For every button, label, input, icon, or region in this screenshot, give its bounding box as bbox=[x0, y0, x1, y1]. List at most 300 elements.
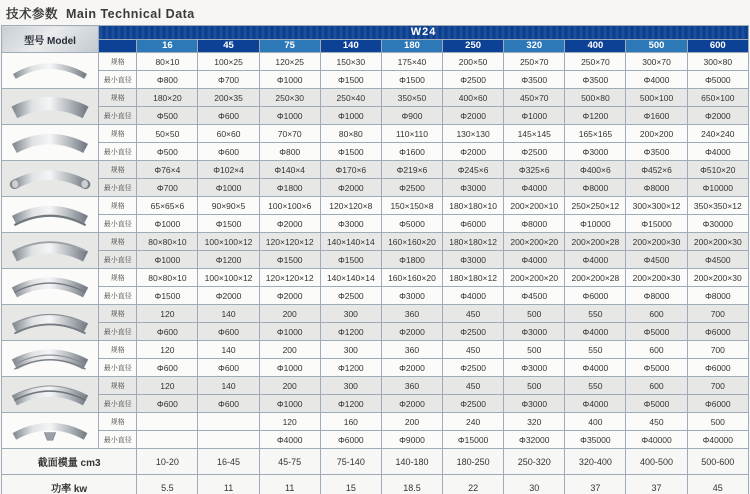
spec-row bbox=[2, 89, 749, 107]
spec-value-cell: 200×200×20 bbox=[504, 269, 565, 287]
flat-bar-flat-icon bbox=[7, 53, 93, 83]
power-value-cell: 37 bbox=[626, 475, 687, 494]
spec-value-cell: Φ245×6 bbox=[443, 161, 504, 179]
min-diameter-value-cell: Φ3500 bbox=[565, 71, 626, 89]
min-diameter-value-cell: Φ800 bbox=[137, 71, 198, 89]
min-diameter-value-cell: Φ8000 bbox=[626, 287, 687, 305]
spec-value-cell: 120 bbox=[137, 377, 198, 395]
spec-label: 规格 bbox=[99, 53, 137, 71]
min-diameter-row bbox=[2, 107, 749, 125]
spec-value-cell: 200 bbox=[381, 413, 442, 431]
spec-value-cell: 100×100×12 bbox=[198, 269, 259, 287]
columns-header-row bbox=[2, 39, 749, 53]
section-modulus-label: 截面模量 cm3 bbox=[2, 449, 137, 475]
min-diameter-value-cell: Φ6000 bbox=[687, 323, 748, 341]
angle-vertex-up-icon bbox=[7, 269, 93, 299]
min-diameter-value-cell: Φ1000 bbox=[259, 107, 320, 125]
min-diameter-value-cell: Φ3000 bbox=[504, 359, 565, 377]
min-diameter-label: 最小直径 bbox=[99, 107, 137, 125]
section-modulus-value-cell: 500-600 bbox=[687, 449, 748, 475]
spec-value-cell: 200×200 bbox=[626, 125, 687, 143]
power-row bbox=[2, 475, 749, 494]
min-diameter-value-cell: Φ4000 bbox=[565, 395, 626, 413]
spec-value-cell: 80×80×10 bbox=[137, 233, 198, 251]
min-diameter-value-cell: Φ4000 bbox=[565, 323, 626, 341]
angle-leg-in-cell bbox=[2, 233, 99, 269]
column-header-500: 500 bbox=[626, 39, 687, 53]
min-diameter-value-cell: Φ3000 bbox=[443, 179, 504, 197]
spec-value-cell: 200×200×30 bbox=[687, 233, 748, 251]
min-diameter-value-cell: Φ4500 bbox=[687, 251, 748, 269]
spec-value-cell bbox=[198, 413, 259, 431]
column-header-16: 16 bbox=[137, 39, 198, 53]
spec-value-cell: 180×180×12 bbox=[443, 233, 504, 251]
min-diameter-value-cell: Φ10000 bbox=[687, 179, 748, 197]
column-header-250: 250 bbox=[443, 39, 504, 53]
min-diameter-value-cell: Φ3500 bbox=[504, 71, 565, 89]
min-diameter-value-cell: Φ3000 bbox=[565, 143, 626, 161]
angle-vertex-up-cell bbox=[2, 269, 99, 305]
i-beam-icon bbox=[7, 377, 93, 407]
min-diameter-value-cell: Φ2500 bbox=[443, 323, 504, 341]
min-diameter-value-cell: Φ1200 bbox=[320, 323, 381, 341]
spec-value-cell: 500 bbox=[504, 341, 565, 359]
min-diameter-value-cell: Φ600 bbox=[198, 143, 259, 161]
spec-row bbox=[2, 377, 749, 395]
min-diameter-value-cell: Φ32000 bbox=[504, 431, 565, 449]
min-diameter-row bbox=[2, 251, 749, 269]
min-diameter-value-cell: Φ35000 bbox=[565, 431, 626, 449]
min-diameter-value-cell: Φ8000 bbox=[687, 287, 748, 305]
min-diameter-label: 最小直径 bbox=[99, 287, 137, 305]
spec-value-cell: 120×25 bbox=[259, 53, 320, 71]
spec-value-cell bbox=[137, 413, 198, 431]
spec-value-cell: 140×140×14 bbox=[320, 233, 381, 251]
spec-label: 规格 bbox=[99, 125, 137, 143]
spec-row bbox=[2, 305, 749, 323]
page-title-en: Main Technical Data bbox=[66, 7, 195, 21]
column-header-400: 400 bbox=[565, 39, 626, 53]
spec-value-cell: 500 bbox=[504, 377, 565, 395]
spec-value-cell: 600 bbox=[626, 305, 687, 323]
min-diameter-value-cell bbox=[137, 431, 198, 449]
spec-value-cell: 600 bbox=[626, 377, 687, 395]
spec-value-cell: 200 bbox=[259, 305, 320, 323]
spec-row bbox=[2, 197, 749, 215]
spec-value-cell: 70×70 bbox=[259, 125, 320, 143]
section-modulus-value-cell: 400-500 bbox=[626, 449, 687, 475]
min-diameter-value-cell: Φ6000 bbox=[320, 431, 381, 449]
spec-value-cell: 200×200×20 bbox=[504, 233, 565, 251]
spec-value-cell: 350×350×12 bbox=[687, 197, 748, 215]
column-header-75: 75 bbox=[259, 39, 320, 53]
channel-flange-out-icon bbox=[7, 305, 93, 335]
min-diameter-label: 最小直径 bbox=[99, 395, 137, 413]
min-diameter-value-cell: Φ4000 bbox=[687, 143, 748, 161]
spec-value-cell: 360 bbox=[381, 341, 442, 359]
min-diameter-value-cell: Φ700 bbox=[198, 71, 259, 89]
min-diameter-value-cell: Φ4000 bbox=[504, 179, 565, 197]
section-modulus-value-cell: 75-140 bbox=[320, 449, 381, 475]
spec-value-cell: Φ76×4 bbox=[137, 161, 198, 179]
column-header-320: 320 bbox=[504, 39, 565, 53]
column-header-140: 140 bbox=[320, 39, 381, 53]
spec-value-cell: 300×70 bbox=[626, 53, 687, 71]
min-diameter-row bbox=[2, 431, 749, 449]
spec-row bbox=[2, 125, 749, 143]
spec-value-cell: 500 bbox=[504, 305, 565, 323]
t-section-cell bbox=[2, 413, 99, 449]
min-diameter-value-cell: Φ4500 bbox=[626, 251, 687, 269]
min-diameter-value-cell: Φ4000 bbox=[626, 71, 687, 89]
min-diameter-value-cell: Φ600 bbox=[198, 107, 259, 125]
spec-value-cell: 160×160×20 bbox=[381, 269, 442, 287]
min-diameter-value-cell: Φ2000 bbox=[259, 215, 320, 233]
spec-value-cell: 130×130 bbox=[443, 125, 504, 143]
section-modulus-value-cell: 140-180 bbox=[381, 449, 442, 475]
spec-label: 规格 bbox=[99, 161, 137, 179]
power-value-cell: 30 bbox=[504, 475, 565, 494]
min-diameter-value-cell: Φ2000 bbox=[443, 107, 504, 125]
spec-label: 规格 bbox=[99, 197, 137, 215]
spec-value-cell: 200×200×30 bbox=[626, 269, 687, 287]
spec-value-cell: 200×200×10 bbox=[504, 197, 565, 215]
section-modulus-row bbox=[2, 449, 749, 475]
min-diameter-value-cell: Φ2500 bbox=[381, 179, 442, 197]
spec-value-cell: 250×30 bbox=[259, 89, 320, 107]
min-diameter-value-cell: Φ5000 bbox=[626, 359, 687, 377]
spec-value-cell: 120 bbox=[259, 413, 320, 431]
spec-value-cell: 200×200×30 bbox=[687, 269, 748, 287]
spec-value-cell: 700 bbox=[687, 341, 748, 359]
min-diameter-value-cell: Φ600 bbox=[198, 359, 259, 377]
spec-value-cell: 500 bbox=[687, 413, 748, 431]
min-diameter-label: 最小直径 bbox=[99, 431, 137, 449]
spec-value-cell: 300×80 bbox=[687, 53, 748, 71]
spec-value-cell: 80×80 bbox=[320, 125, 381, 143]
min-diameter-value-cell: Φ1000 bbox=[259, 323, 320, 341]
spec-value-cell: 700 bbox=[687, 377, 748, 395]
min-diameter-value-cell: Φ15000 bbox=[443, 431, 504, 449]
spec-value-cell: Φ325×6 bbox=[504, 161, 565, 179]
min-diameter-value-cell: Φ600 bbox=[137, 395, 198, 413]
min-diameter-value-cell: Φ600 bbox=[137, 359, 198, 377]
page-title bbox=[0, 0, 750, 25]
min-diameter-value-cell: Φ6000 bbox=[687, 359, 748, 377]
min-diameter-value-cell: Φ2500 bbox=[443, 71, 504, 89]
min-diameter-row bbox=[2, 71, 749, 89]
min-diameter-value-cell: Φ1000 bbox=[259, 359, 320, 377]
flat-bar-edge-icon bbox=[7, 89, 93, 119]
spec-value-cell: 150×30 bbox=[320, 53, 381, 71]
min-diameter-value-cell: Φ1000 bbox=[198, 179, 259, 197]
min-diameter-value-cell: Φ1500 bbox=[381, 71, 442, 89]
min-diameter-row bbox=[2, 359, 749, 377]
spec-value-cell: 145×145 bbox=[504, 125, 565, 143]
section-modulus-value-cell: 320-400 bbox=[565, 449, 626, 475]
min-diameter-value-cell: Φ2000 bbox=[320, 179, 381, 197]
min-diameter-label: 最小直径 bbox=[99, 71, 137, 89]
min-diameter-value-cell: Φ2000 bbox=[381, 323, 442, 341]
spec-row bbox=[2, 269, 749, 287]
channel-flange-in-icon bbox=[7, 341, 93, 371]
min-diameter-label: 最小直径 bbox=[99, 323, 137, 341]
round-tube-icon bbox=[7, 161, 93, 191]
min-diameter-label: 最小直径 bbox=[99, 179, 137, 197]
min-diameter-value-cell: Φ600 bbox=[198, 323, 259, 341]
min-diameter-value-cell: Φ1000 bbox=[320, 107, 381, 125]
power-value-cell: 11 bbox=[198, 475, 259, 494]
flat-bar-flat-cell bbox=[2, 53, 99, 89]
power-label: 功率 kw bbox=[2, 475, 137, 494]
spec-value-cell: 150×150×8 bbox=[381, 197, 442, 215]
section-modulus-value-cell: 10-20 bbox=[137, 449, 198, 475]
min-diameter-row bbox=[2, 395, 749, 413]
spec-value-cell: 180×180×12 bbox=[443, 269, 504, 287]
spec-value-cell: 120×120×12 bbox=[259, 269, 320, 287]
spec-value-cell: 140 bbox=[198, 377, 259, 395]
min-diameter-value-cell: Φ1600 bbox=[381, 143, 442, 161]
min-diameter-value-cell: Φ2500 bbox=[443, 359, 504, 377]
spec-row bbox=[2, 341, 749, 359]
min-diameter-value-cell: Φ3000 bbox=[381, 287, 442, 305]
angle-leg-out-cell bbox=[2, 197, 99, 233]
spec-value-cell: 200×200×28 bbox=[565, 269, 626, 287]
spec-value-cell: 80×80×10 bbox=[137, 269, 198, 287]
spec-value-cell: 300 bbox=[320, 377, 381, 395]
spec-value-cell: 200×200×30 bbox=[626, 233, 687, 251]
series-header-row bbox=[2, 26, 749, 40]
min-diameter-value-cell: Φ5000 bbox=[626, 323, 687, 341]
column-header-45: 45 bbox=[198, 39, 259, 53]
min-diameter-label: 最小直径 bbox=[99, 251, 137, 269]
spec-value-cell: 120×120×8 bbox=[320, 197, 381, 215]
min-diameter-value-cell: Φ2000 bbox=[687, 107, 748, 125]
min-diameter-value-cell: Φ30000 bbox=[687, 215, 748, 233]
spec-value-cell: 250×40 bbox=[320, 89, 381, 107]
spec-value-cell: 300 bbox=[320, 305, 381, 323]
spec-label: 规格 bbox=[99, 377, 137, 395]
min-diameter-value-cell: Φ4000 bbox=[565, 251, 626, 269]
min-diameter-value-cell: Φ3000 bbox=[504, 395, 565, 413]
min-diameter-value-cell: Φ900 bbox=[381, 107, 442, 125]
spec-value-cell: 180×20 bbox=[137, 89, 198, 107]
spec-value-cell: 500×100 bbox=[626, 89, 687, 107]
power-value-cell: 11 bbox=[259, 475, 320, 494]
t-section-icon bbox=[7, 413, 93, 443]
section-modulus-value-cell: 250-320 bbox=[504, 449, 565, 475]
spec-value-cell: 165×165 bbox=[565, 125, 626, 143]
spec-value-cell: 300×300×12 bbox=[626, 197, 687, 215]
spec-value-cell: 100×100×6 bbox=[259, 197, 320, 215]
spec-value-cell: 200×50 bbox=[443, 53, 504, 71]
min-diameter-value-cell: Φ1500 bbox=[137, 287, 198, 305]
min-diameter-value-cell: Φ9000 bbox=[381, 431, 442, 449]
section-modulus-value-cell: 180-250 bbox=[443, 449, 504, 475]
min-diameter-value-cell: Φ700 bbox=[137, 179, 198, 197]
min-diameter-value-cell: Φ800 bbox=[259, 143, 320, 161]
spec-value-cell: 175×40 bbox=[381, 53, 442, 71]
page-title-cn: 技术参数 bbox=[6, 7, 59, 21]
min-diameter-value-cell: Φ6000 bbox=[565, 287, 626, 305]
spec-value-cell: 200 bbox=[259, 341, 320, 359]
spec-row bbox=[2, 53, 749, 71]
spec-value-cell: Φ140×4 bbox=[259, 161, 320, 179]
spec-value-cell: 550 bbox=[565, 341, 626, 359]
spec-value-cell: 200 bbox=[259, 377, 320, 395]
round-tube-cell bbox=[2, 161, 99, 197]
min-diameter-value-cell: Φ3000 bbox=[443, 251, 504, 269]
spec-value-cell: 600 bbox=[626, 341, 687, 359]
spec-value-cell: 110×110 bbox=[381, 125, 442, 143]
min-diameter-value-cell: Φ2000 bbox=[381, 395, 442, 413]
spec-value-cell: 120 bbox=[137, 305, 198, 323]
min-diameter-value-cell: Φ40000 bbox=[626, 431, 687, 449]
i-beam-cell bbox=[2, 377, 99, 413]
min-diameter-label: 最小直径 bbox=[99, 143, 137, 161]
min-diameter-row bbox=[2, 287, 749, 305]
spec-value-cell: 320 bbox=[504, 413, 565, 431]
spec-value-cell: 450 bbox=[626, 413, 687, 431]
min-diameter-value-cell: Φ6000 bbox=[687, 395, 748, 413]
min-diameter-value-cell: Φ600 bbox=[198, 395, 259, 413]
min-diameter-value-cell: Φ1500 bbox=[259, 251, 320, 269]
spec-value-cell: 160 bbox=[320, 413, 381, 431]
spec-value-cell: 65×65×6 bbox=[137, 197, 198, 215]
power-value-cell: 18.5 bbox=[381, 475, 442, 494]
angle-leg-in-icon bbox=[7, 233, 93, 263]
min-diameter-value-cell: Φ3000 bbox=[504, 323, 565, 341]
spec-value-cell: 240 bbox=[443, 413, 504, 431]
min-diameter-value-cell: Φ5000 bbox=[381, 215, 442, 233]
min-diameter-value-cell: Φ40000 bbox=[687, 431, 748, 449]
spec-value-cell: 160×160×20 bbox=[381, 233, 442, 251]
series-header: W24 bbox=[99, 26, 749, 40]
spec-value-cell: 250×250×12 bbox=[565, 197, 626, 215]
spec-value-cell: 350×50 bbox=[381, 89, 442, 107]
min-diameter-value-cell: Φ2000 bbox=[381, 359, 442, 377]
spec-value-cell: Φ400×6 bbox=[565, 161, 626, 179]
spec-value-cell: 200×200×28 bbox=[565, 233, 626, 251]
min-diameter-value-cell: Φ2500 bbox=[443, 395, 504, 413]
spec-value-cell: 90×90×5 bbox=[198, 197, 259, 215]
square-bar-icon bbox=[7, 125, 93, 155]
spec-value-cell: 50×50 bbox=[137, 125, 198, 143]
min-diameter-value-cell: Φ5000 bbox=[687, 71, 748, 89]
spec-value-cell: 450 bbox=[443, 305, 504, 323]
power-value-cell: 37 bbox=[565, 475, 626, 494]
min-diameter-value-cell: Φ2000 bbox=[259, 287, 320, 305]
min-diameter-value-cell: Φ4000 bbox=[504, 251, 565, 269]
min-diameter-value-cell: Φ1000 bbox=[504, 107, 565, 125]
min-diameter-value-cell: Φ4000 bbox=[259, 431, 320, 449]
spec-value-cell: 360 bbox=[381, 305, 442, 323]
spec-label: 规格 bbox=[99, 233, 137, 251]
spec-label: 规格 bbox=[99, 305, 137, 323]
spec-row bbox=[2, 161, 749, 179]
min-diameter-row bbox=[2, 143, 749, 161]
min-diameter-value-cell: Φ1000 bbox=[137, 251, 198, 269]
min-diameter-value-cell: Φ1200 bbox=[320, 395, 381, 413]
section-modulus-value-cell: 16-45 bbox=[198, 449, 259, 475]
spec-value-cell: Φ102×4 bbox=[198, 161, 259, 179]
spec-value-cell: Φ510×20 bbox=[687, 161, 748, 179]
spec-value-cell: 240×240 bbox=[687, 125, 748, 143]
channel-flange-out-cell bbox=[2, 305, 99, 341]
spec-value-cell: 550 bbox=[565, 377, 626, 395]
technical-data-table bbox=[1, 25, 749, 494]
min-diameter-value-cell: Φ600 bbox=[137, 323, 198, 341]
model-header: 型号 Model bbox=[2, 26, 99, 53]
spec-row bbox=[2, 413, 749, 431]
spec-value-cell: 250×70 bbox=[565, 53, 626, 71]
min-diameter-row bbox=[2, 215, 749, 233]
flat-bar-edge-cell bbox=[2, 89, 99, 125]
min-diameter-value-cell: Φ500 bbox=[137, 107, 198, 125]
min-diameter-label: 最小直径 bbox=[99, 359, 137, 377]
min-diameter-value-cell: Φ2000 bbox=[198, 287, 259, 305]
min-diameter-value-cell: Φ1000 bbox=[137, 215, 198, 233]
spec-label: 规格 bbox=[99, 89, 137, 107]
column-header-180: 180 bbox=[381, 39, 442, 53]
min-diameter-row bbox=[2, 323, 749, 341]
min-diameter-value-cell: Φ4000 bbox=[565, 359, 626, 377]
spec-value-cell: 100×100×12 bbox=[198, 233, 259, 251]
spec-label: 规格 bbox=[99, 269, 137, 287]
min-diameter-value-cell: Φ1800 bbox=[259, 179, 320, 197]
spec-value-cell: 140 bbox=[198, 341, 259, 359]
min-diameter-value-cell: Φ8000 bbox=[626, 179, 687, 197]
min-diameter-value-cell: Φ2500 bbox=[320, 287, 381, 305]
min-diameter-value-cell: Φ3000 bbox=[320, 215, 381, 233]
channel-flange-in-cell bbox=[2, 341, 99, 377]
min-diameter-value-cell: Φ3500 bbox=[626, 143, 687, 161]
min-diameter-value-cell: Φ2000 bbox=[443, 143, 504, 161]
spec-value-cell: 140 bbox=[198, 305, 259, 323]
spec-value-cell: Φ452×6 bbox=[626, 161, 687, 179]
power-value-cell: 45 bbox=[687, 475, 748, 494]
spec-value-cell: 450 bbox=[443, 377, 504, 395]
min-diameter-value-cell: Φ4500 bbox=[504, 287, 565, 305]
square-bar-cell bbox=[2, 125, 99, 161]
spec-value-cell: 120 bbox=[137, 341, 198, 359]
min-diameter-value-cell: Φ1500 bbox=[320, 251, 381, 269]
min-diameter-value-cell: Φ1500 bbox=[320, 143, 381, 161]
min-diameter-value-cell: Φ8000 bbox=[565, 179, 626, 197]
min-diameter-value-cell: Φ1000 bbox=[259, 71, 320, 89]
spec-value-cell: Φ219×6 bbox=[381, 161, 442, 179]
spec-value-cell: 450 bbox=[443, 341, 504, 359]
min-diameter-value-cell: Φ5000 bbox=[626, 395, 687, 413]
spec-label: 规格 bbox=[99, 341, 137, 359]
spec-value-cell: 80×10 bbox=[137, 53, 198, 71]
min-diameter-value-cell: Φ6000 bbox=[443, 215, 504, 233]
min-diameter-value-cell: Φ8000 bbox=[504, 215, 565, 233]
section-modulus-value-cell: 45-75 bbox=[259, 449, 320, 475]
spec-value-cell: 650×100 bbox=[687, 89, 748, 107]
spec-value-cell: Φ170×6 bbox=[320, 161, 381, 179]
spec-value-cell: 60×60 bbox=[198, 125, 259, 143]
min-diameter-row bbox=[2, 179, 749, 197]
min-diameter-value-cell: Φ1800 bbox=[381, 251, 442, 269]
min-diameter-value-cell: Φ15000 bbox=[626, 215, 687, 233]
min-diameter-value-cell: Φ4000 bbox=[443, 287, 504, 305]
spec-value-cell: 120×120×12 bbox=[259, 233, 320, 251]
column-header-600: 600 bbox=[687, 39, 748, 53]
spec-value-cell: 100×25 bbox=[198, 53, 259, 71]
power-value-cell: 22 bbox=[443, 475, 504, 494]
label-column-header bbox=[99, 39, 137, 53]
